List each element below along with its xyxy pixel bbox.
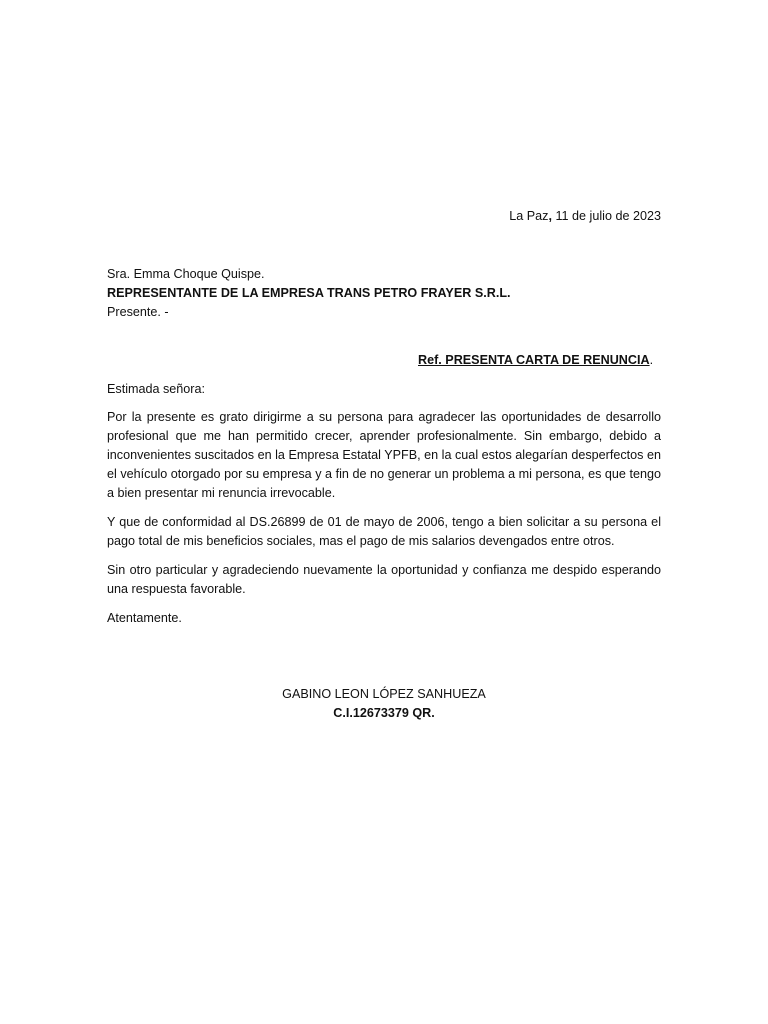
body-paragraph-3: Sin otro particular y agradeciendo nuevamente la oportunidad y confianza me despido esperando una respuesta favorable. — [107, 563, 661, 596]
recipient-title: REPRESENTANTE DE LA EMPRESA TRANS PETRO FRAYER S.R.L. — [107, 286, 511, 300]
date-comma: , — [548, 209, 552, 223]
reference-line — [418, 351, 653, 370]
greeting: Estimada señora: — [107, 382, 206, 396]
recipient-name: Sra. Emma Choque Quispe. — [107, 267, 265, 281]
date-place: La Paz — [509, 209, 549, 223]
recipient-presente: Presente. - — [107, 305, 169, 319]
signature-block — [200, 685, 568, 723]
recipient-block — [107, 265, 667, 322]
signature-name: GABINO LEON LÓPEZ SANHUEZA — [282, 687, 486, 701]
reference-text: Ref. PRESENTA CARTA DE RENUNCIA — [418, 353, 650, 367]
closing: Atentamente. — [107, 611, 182, 625]
body-paragraph-2: Y que de conformidad al DS.26899 de 01 de mayo de 2006, tengo a bien solicitar a su persona el pago total de mis beneficios sociales, mas el pago de mis salarios devengados entre otros. — [107, 515, 661, 548]
date-rest: 11 de julio de 2023 — [551, 209, 661, 223]
signature-id: C.I.12673379 QR. — [333, 706, 435, 720]
reference-trailing: . — [649, 353, 654, 367]
letter-date — [509, 207, 661, 226]
body-paragraph-1: Por la presente es grato dirigirme a su persona para agradecer las oportunidades de desarrollo profesional que me han permitido crecer, aprender profesionalmente. Sin embargo, debido a inconvenientes suscitados en la Empresa Estatal YPFB, en la cual estos alegarían desperfectos en el vehículo otorgado por su empresa y a fin de no generar un problema a mi persona, es que tengo a bien presentar mi renuncia irrevocable. — [107, 410, 661, 500]
